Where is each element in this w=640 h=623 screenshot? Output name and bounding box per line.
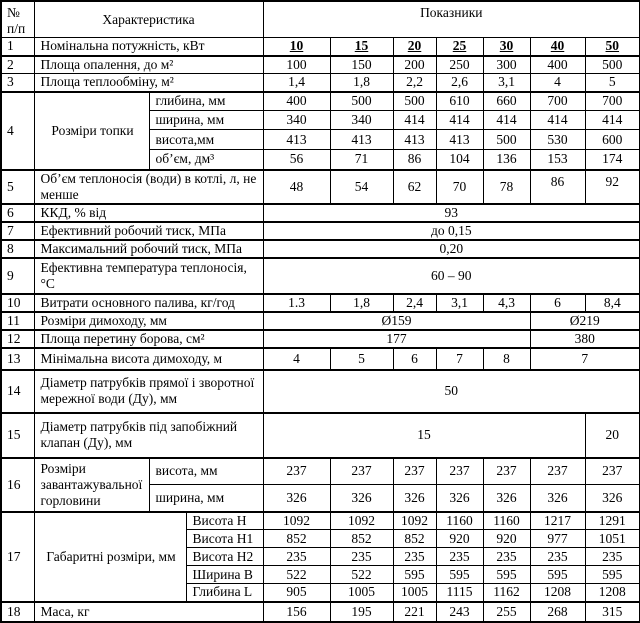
value-cell: 852 (393, 530, 436, 548)
value-cell: 4 (263, 348, 330, 370)
characteristic-label: Габаритні розміри, мм (34, 512, 186, 602)
sub-characteristic-label: Глибина L (186, 584, 263, 602)
row-number: 11 (1, 312, 34, 330)
value-cell: 700 (585, 92, 640, 111)
table-row (1, 512, 640, 530)
value-cell: 315 (585, 602, 640, 622)
header-characteristic: Характеристика (34, 1, 263, 38)
value-cell: 4,3 (483, 294, 530, 312)
value-cell: 852 (263, 530, 330, 548)
sub-characteristic-label: висота,мм (149, 130, 263, 150)
value-cell: 8 (483, 348, 530, 370)
table-row (1, 222, 640, 240)
value-cell: 326 (530, 485, 585, 512)
row-number: 6 (1, 204, 34, 222)
value-cell: 595 (393, 566, 436, 584)
value-cell: 2,2 (393, 74, 436, 92)
value-cell: 1160 (436, 512, 483, 530)
value-cell: 852 (330, 530, 393, 548)
merged-value-cell: 380 (530, 330, 640, 348)
value-cell: 30 (483, 38, 530, 56)
sub-characteristic-label: глибина, мм (149, 92, 263, 111)
value-cell: 268 (530, 602, 585, 622)
merged-value-cell: Ø159 (263, 312, 530, 330)
characteristic-label: Розміри топки (34, 92, 149, 170)
value-cell: 595 (483, 566, 530, 584)
characteristic-label: Розміри завантажувальної горловини (34, 458, 149, 512)
value-cell: 595 (436, 566, 483, 584)
row-number: 17 (1, 512, 34, 602)
value-cell: 62 (393, 170, 436, 204)
value-cell: 250 (436, 56, 483, 74)
value-cell: 237 (393, 458, 436, 485)
table-row (1, 170, 640, 204)
value-cell: 1092 (393, 512, 436, 530)
table-row (1, 330, 640, 348)
sub-characteristic-label: ширина, мм (149, 111, 263, 130)
value-cell: 400 (263, 92, 330, 111)
table-row (1, 413, 640, 458)
value-cell: 86 (530, 170, 585, 204)
value-cell: 195 (330, 602, 393, 622)
value-cell: 1217 (530, 512, 585, 530)
value-cell: 86 (393, 150, 436, 170)
row-number: 16 (1, 458, 34, 512)
value-cell: 104 (436, 150, 483, 170)
value-cell: 235 (585, 548, 640, 566)
value-cell: 237 (330, 458, 393, 485)
value-cell: 920 (483, 530, 530, 548)
characteristic-label: Розміри димоходу, мм (34, 312, 263, 330)
value-cell: 414 (483, 111, 530, 130)
value-cell: 326 (585, 485, 640, 512)
value-cell: 71 (330, 150, 393, 170)
value-cell: 6 (530, 294, 585, 312)
merged-value-cell: 93 (263, 204, 640, 222)
value-cell: 100 (263, 56, 330, 74)
value-cell: 1005 (330, 584, 393, 602)
value-cell: 156 (263, 602, 330, 622)
table-row (1, 458, 640, 485)
value-cell: 40 (530, 38, 585, 56)
table-row (1, 240, 640, 258)
row-number: 2 (1, 56, 34, 74)
header-num-line1: № (7, 5, 20, 20)
characteristic-label: Витрати основного палива, кг/год (34, 294, 263, 312)
merged-value-cell: 50 (263, 370, 640, 413)
value-cell: 78 (483, 170, 530, 204)
characteristic-label: ККД, % від (34, 204, 263, 222)
value-cell: 48 (263, 170, 330, 204)
row-number: 15 (1, 413, 34, 458)
value-cell: 413 (263, 130, 330, 150)
value-cell: 150 (330, 56, 393, 74)
merged-value-cell: 15 (263, 413, 585, 458)
table-row (1, 38, 640, 56)
value-cell: 530 (530, 130, 585, 150)
value-cell: 340 (263, 111, 330, 130)
table-row (1, 312, 640, 330)
value-cell: 905 (263, 584, 330, 602)
sub-characteristic-label: висота, мм (149, 458, 263, 485)
value-cell: 2,6 (436, 74, 483, 92)
value-cell: 136 (483, 150, 530, 170)
value-cell: 237 (483, 458, 530, 485)
row-number: 4 (1, 92, 34, 170)
characteristic-label: Площа теплообміну, м² (34, 74, 263, 92)
value-cell: 920 (436, 530, 483, 548)
header-num-cell (1, 1, 34, 38)
table-row (1, 348, 640, 370)
value-cell: 4 (530, 74, 585, 92)
table-row (1, 92, 640, 111)
value-cell: 1051 (585, 530, 640, 548)
value-cell: 221 (393, 602, 436, 622)
value-cell: 1,8 (330, 74, 393, 92)
value-cell: 522 (263, 566, 330, 584)
merged-value-cell: 60 – 90 (263, 258, 640, 294)
merged-value-cell: 7 (530, 348, 640, 370)
value-cell: 1.3 (263, 294, 330, 312)
value-cell: 700 (530, 92, 585, 111)
value-cell: 235 (483, 548, 530, 566)
value-cell: 3,1 (483, 74, 530, 92)
value-cell: 6 (393, 348, 436, 370)
characteristic-label: Площа перетину борова, см² (34, 330, 263, 348)
value-cell: 1291 (585, 512, 640, 530)
characteristic-label: Площа опалення, до м² (34, 56, 263, 74)
value-cell: 153 (530, 150, 585, 170)
characteristic-label: Діаметр патрубків прямої і зворотної мережної води (Ду), мм (34, 370, 263, 413)
value-cell: 56 (263, 150, 330, 170)
value-cell: 20 (393, 38, 436, 56)
value-cell: 200 (393, 56, 436, 74)
row-number: 3 (1, 74, 34, 92)
value-cell: 237 (530, 458, 585, 485)
value-cell: 500 (393, 92, 436, 111)
sub-characteristic-label: об’єм, дм³ (149, 150, 263, 170)
value-cell: 243 (436, 602, 483, 622)
value-cell: 1,8 (330, 294, 393, 312)
sub-characteristic-label: ширина, мм (149, 485, 263, 512)
value-cell: 414 (530, 111, 585, 130)
value-cell: 235 (330, 548, 393, 566)
characteristic-label: Номінальна потужність, кВт (34, 38, 263, 56)
value-cell: 3,1 (436, 294, 483, 312)
row-number: 13 (1, 348, 34, 370)
value-cell: 237 (263, 458, 330, 485)
value-cell: 414 (585, 111, 640, 130)
value-cell: 400 (530, 56, 585, 74)
value-cell: 326 (263, 485, 330, 512)
value-cell: 326 (436, 485, 483, 512)
table-row (1, 74, 640, 92)
value-cell: 414 (393, 111, 436, 130)
value-cell: 340 (330, 111, 393, 130)
value-cell: 977 (530, 530, 585, 548)
merged-value-cell: 0,20 (263, 240, 640, 258)
row-number: 10 (1, 294, 34, 312)
table-header-row (1, 1, 640, 38)
sub-characteristic-label: Висота H1 (186, 530, 263, 548)
characteristic-label: Маса, кг (34, 602, 263, 622)
characteristic-label: Діаметр патрубків під запобіжний клапан (Ду), мм (34, 413, 263, 458)
row-number: 9 (1, 258, 34, 294)
value-cell: 50 (585, 38, 640, 56)
characteristic-label: Максимальний робочий тиск, МПа (34, 240, 263, 258)
value-cell: 414 (436, 111, 483, 130)
value-cell: 54 (330, 170, 393, 204)
sub-characteristic-label: Висота H (186, 512, 263, 530)
sub-characteristic-label: Ширина B (186, 566, 263, 584)
row-number: 14 (1, 370, 34, 413)
value-cell: 174 (585, 150, 640, 170)
value-cell: 237 (436, 458, 483, 485)
value-cell: 1208 (585, 584, 640, 602)
value-cell: 600 (585, 130, 640, 150)
value-cell: 1092 (263, 512, 330, 530)
value-cell: 1092 (330, 512, 393, 530)
value-cell: 237 (585, 458, 640, 485)
row-number: 1 (1, 38, 34, 56)
characteristic-label: Ефективний робочий тиск, МПа (34, 222, 263, 240)
value-cell: 326 (330, 485, 393, 512)
value-cell: 610 (436, 92, 483, 111)
sub-characteristic-label: Висота H2 (186, 548, 263, 566)
value-cell: 2,4 (393, 294, 436, 312)
value-cell: 595 (530, 566, 585, 584)
characteristic-label: Ефективна температура теплоносія, °С (34, 258, 263, 294)
value-cell: 413 (393, 130, 436, 150)
value-cell: 5 (330, 348, 393, 370)
row-number: 8 (1, 240, 34, 258)
table-row (1, 56, 640, 74)
table-row (1, 258, 640, 294)
value-cell: 25 (436, 38, 483, 56)
value-cell: 413 (436, 130, 483, 150)
value-cell: 15 (330, 38, 393, 56)
value-cell: 522 (330, 566, 393, 584)
merged-value-cell: Ø219 (530, 312, 640, 330)
row-number: 12 (1, 330, 34, 348)
value-cell: 1,4 (263, 74, 330, 92)
value-cell: 1005 (393, 584, 436, 602)
value-cell: 1208 (530, 584, 585, 602)
value-cell: 10 (263, 38, 330, 56)
value-cell: 1162 (483, 584, 530, 602)
row-number: 7 (1, 222, 34, 240)
value-cell: 500 (585, 56, 640, 74)
value-cell: 8,4 (585, 294, 640, 312)
row-number: 18 (1, 602, 34, 622)
table-row (1, 204, 640, 222)
value-cell: 235 (263, 548, 330, 566)
table-row (1, 294, 640, 312)
value-cell: 92 (585, 170, 640, 204)
row-number: 5 (1, 170, 34, 204)
value-cell: 235 (530, 548, 585, 566)
value-cell: 300 (483, 56, 530, 74)
value-cell: 413 (330, 130, 393, 150)
value-cell: 660 (483, 92, 530, 111)
value-cell: 1115 (436, 584, 483, 602)
value-cell: 7 (436, 348, 483, 370)
value-cell: 235 (393, 548, 436, 566)
merged-value-cell: 20 (585, 413, 640, 458)
value-cell: 5 (585, 74, 640, 92)
value-cell: 235 (436, 548, 483, 566)
value-cell: 595 (585, 566, 640, 584)
value-cell: 500 (330, 92, 393, 111)
characteristic-label: Мінімальна висота димоходу, м (34, 348, 263, 370)
header-indicators: Показники (263, 1, 640, 38)
value-cell: 255 (483, 602, 530, 622)
characteristic-label: Об’єм теплоносія (води) в котлі, л, не менше (34, 170, 263, 204)
value-cell: 70 (436, 170, 483, 204)
merged-value-cell: до 0,15 (263, 222, 640, 240)
value-cell: 1160 (483, 512, 530, 530)
table-row (1, 370, 640, 413)
value-cell: 326 (393, 485, 436, 512)
merged-value-cell: 177 (263, 330, 530, 348)
header-num-line2: п/п (7, 21, 26, 36)
value-cell: 500 (483, 130, 530, 150)
value-cell: 326 (483, 485, 530, 512)
